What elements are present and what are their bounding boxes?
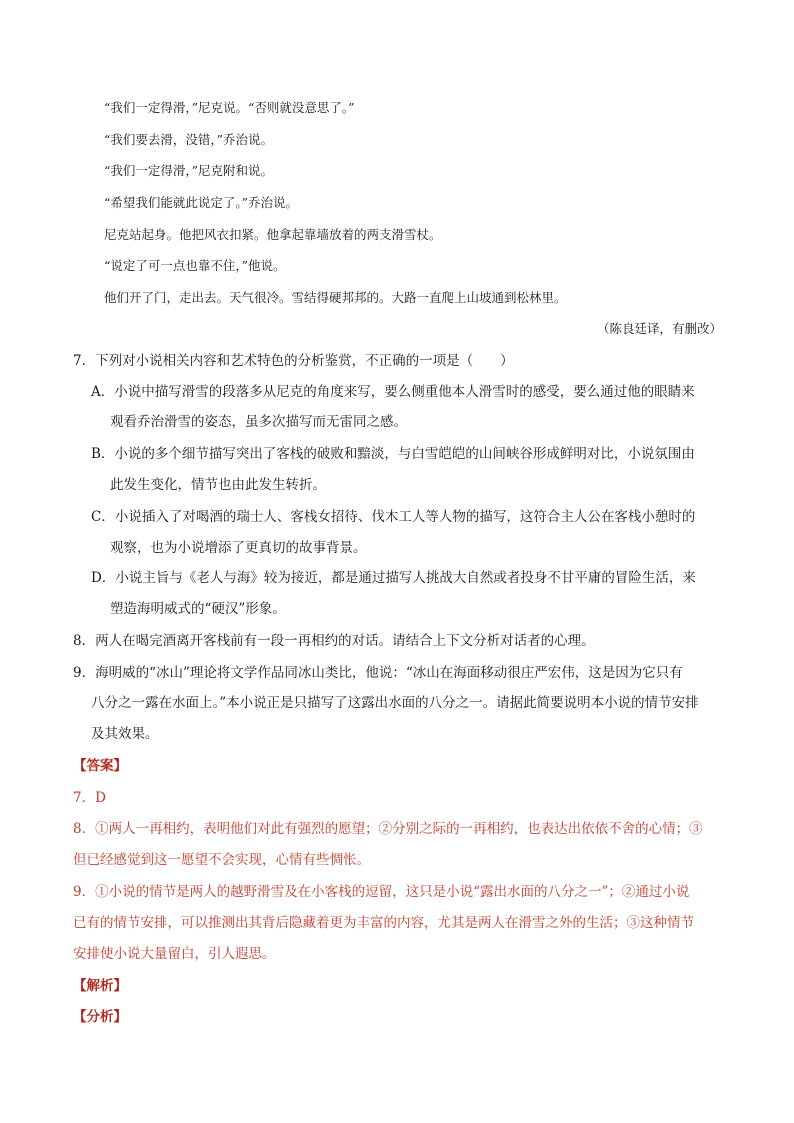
question-7-option-b-cont: 此发生变化，情节也由此发生转折。 <box>110 477 326 493</box>
question-7-option-a-cont: 观看乔治滑雪的姿态，虽多次描写而无雷同之感。 <box>110 414 407 430</box>
question-7-option-d-cont: 塑造海明威式的“硬汉”形象。 <box>110 601 286 617</box>
story-line-2: “我们要去滑，没错，”乔治说。 <box>104 132 274 147</box>
story-line-6: “说定了可一点也靠不住，”他说。 <box>104 258 286 273</box>
question-9-line-1: 9．海明威的“冰山”理论将文学作品同冰山类比，他说：“冰山在海面移动很庄严宏伟，这是因为它只有 <box>73 665 683 681</box>
story-line-5: 尼克站起身。他把风衣扣紧。他拿起靠墙放着的两支滑雪杖。 <box>104 227 442 242</box>
story-line-3: “我们一定得滑，”尼克附和说。 <box>104 163 274 178</box>
story-source: （陈良廷译，有删改） <box>596 321 722 336</box>
question-9-line-3: 及其效果。 <box>91 726 159 742</box>
answer-9-line-2: 已有的情节安排，可以推测出其背后隐藏着更为丰富的内容，尤其是两人在滑雪之外的生活；③这种情节 <box>73 915 694 931</box>
question-7-option-d: D．小说主旨与《老人与海》较为接近，都是通过描写人挑战大自然或者投身不甘平庸的冒险生活，来 <box>91 570 696 586</box>
analysis-subheading: 【分析】 <box>73 1009 127 1025</box>
story-line-1: “我们一定得滑，”尼克说。“否则就没意思了。” <box>104 100 355 115</box>
answer-9-line-3: 安排使小说大量留白，引人遐思。 <box>73 946 276 962</box>
answer-heading: 【答案】 <box>73 758 127 774</box>
answer-7: 7．D <box>73 790 106 806</box>
question-7-option-a: A．小说中描写滑雪的段落多从尼克的角度来写，要么侧重他本人滑雪时的感受，要么通过他的眼睛来 <box>91 384 695 400</box>
analysis-heading: 【解析】 <box>73 978 127 994</box>
question-7-option-c-cont: 观察，也为小说增添了更真切的故事背景。 <box>110 540 367 556</box>
story-line-4: “希望我们能就此说定了。”乔治说。 <box>104 195 299 210</box>
question-7-option-c: C．小说插入了对喝酒的瑞士人、客栈女招待、伐木工人等人物的描写，这符合主人公在客栈小憩时的 <box>91 509 696 525</box>
story-line-7: 他们开了门，走出去。天气很冷。雪结得硬邦邦的。大路一直爬上山坡通到松林里。 <box>104 290 567 305</box>
question-7-stem: 7．下列对小说相关内容和艺术特色的分析鉴赏，不正确的一项是（ ） <box>73 353 514 369</box>
question-8: 8．两人在喝完酒离开客栈前有一段一再相约的对话。请结合上下文分析对话者的心理。 <box>73 633 595 649</box>
question-7-option-b: B．小说的多个细节描写突出了客栈的破败和黯淡，与白雪皑皑的山间峡谷形成鲜明对比，小说氛围由 <box>91 446 695 462</box>
answer-8-line-2: 但已经感觉到这一愿望不会实现，心情有些惆怅。 <box>73 852 370 868</box>
question-9-line-2: 八分之一露在水面上。”本小说正是只描写了这露出水面的八分之一。请据此简要说明本小说的情节安排 <box>91 695 699 711</box>
answer-9-line-1: 9．①小说的情节是两人的越野滑雪及在小客栈的逗留，这只是小说“露出水面的八分之一”；②通过小说 <box>73 884 690 900</box>
answer-8-line-1: 8．①两人一再相约，表明他们对此有强烈的愿望；②分别之际的一再相约，也表达出依依不舍的心情；③ <box>73 821 703 837</box>
